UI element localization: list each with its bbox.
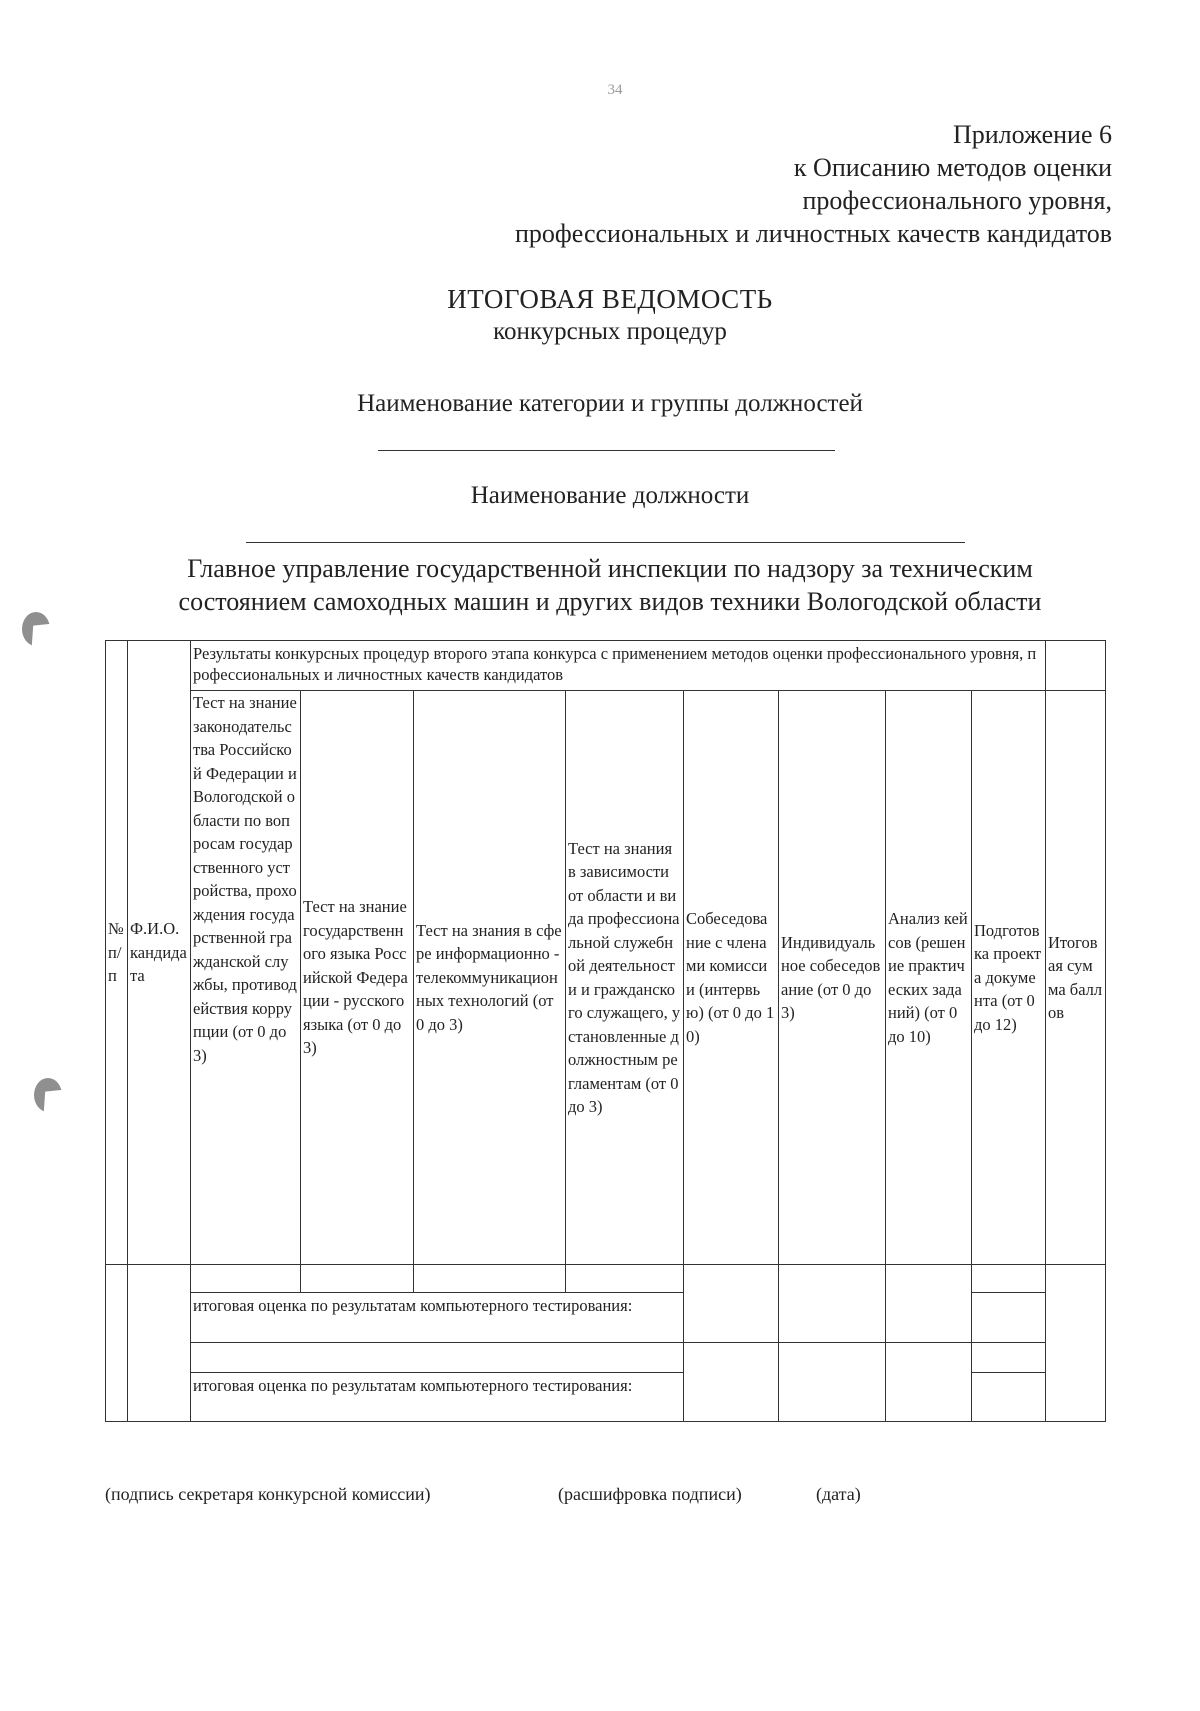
- table-cell-professional-score: [566, 1265, 684, 1293]
- appendix-line-1: Приложение 6: [952, 120, 1112, 149]
- appendix-reference: [515, 118, 1112, 250]
- table-cell-case-analysis-2: [886, 1343, 972, 1422]
- header-results-group: Результаты конкурсных процедур второго этапа конкурса с применением методов оценки профессионального уровня, профессиональных и личностных качеств кандидатов: [191, 641, 1046, 691]
- table-cell-interview: [684, 1265, 779, 1343]
- date-label: (дата): [816, 1484, 861, 1504]
- results-table: [105, 640, 1106, 1422]
- position-blank-line: [246, 542, 965, 543]
- document-subtitle: конкурсных процедур: [493, 318, 727, 345]
- table-cell-law-score: [191, 1265, 301, 1293]
- table-cell-number: [106, 1265, 128, 1422]
- secretary-signature-label: (подпись секретаря конкурсной комиссии): [105, 1484, 431, 1504]
- header-interview: Собеседование с членами комиссии (интервью) (от 0 до 10): [684, 691, 779, 1265]
- organization-line-1: Главное управление государственной инспекции по надзору за техническим: [187, 554, 1033, 583]
- header-case-analysis: Анализ кейсов (решение практических заданий) (от 0 до 10): [886, 691, 972, 1265]
- header-law-test: Тест на знание законодательства Российской Федерации и Вологодской области по вопросам государственного устройства, прохождения государственной гражданской службы, противодействия коррупции (от 0 до 3): [191, 691, 301, 1265]
- header-name: Ф.И.О. кандидата: [128, 641, 191, 1265]
- table-cell-document-1: [972, 1265, 1046, 1293]
- punch-hole-mark: [22, 612, 50, 646]
- header-total-top: [1046, 641, 1106, 691]
- header-language-test: Тест на знание государственного языка Российской Федерации - русского языка (от 0 до 3): [301, 691, 414, 1265]
- table-cell-interview-2: [684, 1343, 779, 1422]
- appendix-line-3: профессионального уровня,: [802, 186, 1112, 215]
- table-cell-individual-interview-2: [779, 1343, 886, 1422]
- header-total: Итоговая сумма баллов: [1046, 691, 1106, 1265]
- category-label: Наименование категории и группы должностей: [357, 390, 863, 417]
- position-label: Наименование должности: [470, 482, 750, 509]
- summary-row-2: итоговая оценка по результатам компьютерного тестирования:: [191, 1373, 684, 1422]
- table-cell-name: [128, 1265, 191, 1422]
- table-cell-document-2: [972, 1293, 1046, 1343]
- table-cell-language-score: [301, 1265, 414, 1293]
- table-cell-document-3: [972, 1343, 1046, 1373]
- summary-row-1: итоговая оценка по результатам компьютерного тестирования:: [191, 1293, 684, 1343]
- table-cell-case-analysis: [886, 1265, 972, 1343]
- table-cell-blank-row: [191, 1343, 684, 1373]
- table-cell-total: [1046, 1265, 1106, 1422]
- page-number: 34: [607, 82, 623, 98]
- header-professional-test: Тест на знания в зависимости от области и вида профессиональной служебной деятельности и гражданского служащего, установленные должностным регламентам (от 0 до 3): [566, 691, 684, 1265]
- header-number: № п/п: [106, 641, 128, 1265]
- signature-transcript-label: (расшифровка подписи): [558, 1484, 742, 1504]
- table-cell-individual-interview: [779, 1265, 886, 1343]
- category-blank-line: [378, 450, 835, 451]
- organization-name: [0, 552, 1200, 618]
- header-ict-test: Тест на знания в сфере информационно - телекоммуникационных технологий (от 0 до 3): [414, 691, 566, 1265]
- document-title: ИТОГОВАЯ ВЕДОМОСТЬ: [447, 284, 773, 314]
- header-document: Подготовка проекта документа (от 0 до 12): [972, 691, 1046, 1265]
- table-cell-ict-score: [414, 1265, 566, 1293]
- punch-hole-mark: [34, 1078, 62, 1112]
- appendix-line-2: к Описанию методов оценки: [793, 153, 1112, 182]
- appendix-line-4: профессиональных и личностных качеств кандидатов: [515, 219, 1112, 248]
- table-cell-document-4: [972, 1373, 1046, 1422]
- header-individual-interview: Индивидуальное собеседование (от 0 до 3): [779, 691, 886, 1265]
- organization-line-2: состоянием самоходных машин и других видов техники Вологодской области: [178, 587, 1042, 616]
